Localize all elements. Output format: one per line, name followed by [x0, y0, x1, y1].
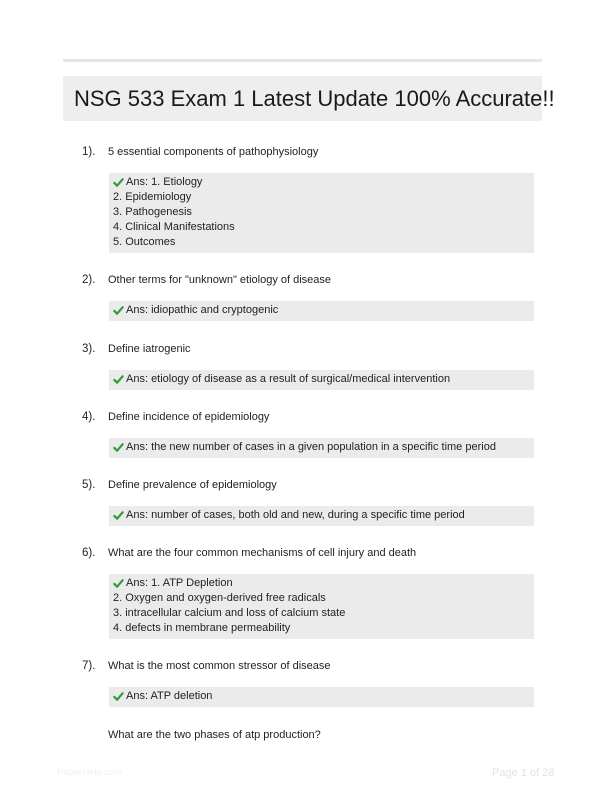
question-item — [82, 144, 536, 253]
title-banner — [63, 76, 555, 121]
top-divider — [63, 59, 542, 62]
page-title: NSG 533 Exam 1 Latest Update 100% Accurate!! — [74, 85, 555, 111]
check-icon — [113, 691, 124, 702]
answer-box — [109, 438, 534, 458]
question-text: What are the four common mechanisms of cell injury and death — [108, 547, 417, 559]
answer-line: Ans: the new number of cases in a given population in a specific time period — [126, 441, 496, 453]
check-icon — [113, 177, 124, 188]
page-number: Page 1 of 28 — [492, 767, 555, 779]
answer-line: 5. Outcomes — [113, 236, 176, 248]
answer-line: 4. defects in membrane permeability — [113, 622, 291, 634]
question-item — [82, 477, 536, 526]
answer-box — [109, 301, 534, 321]
question-number: 2). — [82, 274, 96, 286]
answer-box — [109, 506, 534, 526]
question-item — [82, 658, 536, 707]
answer-line: Ans: etiology of disease as a result of surgical/medical intervention — [126, 373, 451, 385]
question-text: What are the two phases of atp production? — [108, 729, 321, 741]
answer-line: Ans: 1. ATP Depletion — [126, 577, 233, 589]
answer-box — [109, 370, 534, 390]
answer-line: Ans: 1. Etiology — [126, 176, 203, 188]
check-icon — [113, 374, 124, 385]
answer-line: Ans: number of cases, both old and new, during a specific time period — [126, 509, 465, 521]
answer-box — [109, 687, 534, 707]
question-number: 6). — [82, 547, 96, 559]
answer-line: 3. intracellular calcium and loss of calcium state — [113, 607, 346, 619]
answer-box — [109, 173, 534, 253]
question-number: 1). — [82, 146, 96, 158]
question-text: Other terms for "unknown" etiology of disease — [108, 274, 332, 286]
question-item — [82, 545, 536, 639]
footer-watermark: PaperHelp.com — [57, 767, 123, 778]
question-number: 4). — [82, 411, 96, 423]
check-icon — [113, 578, 124, 589]
answer-box — [109, 574, 534, 639]
question-text: Define iatrogenic — [108, 343, 191, 355]
question-item — [82, 409, 536, 458]
check-icon — [113, 442, 124, 453]
question-item — [82, 727, 536, 747]
answer-line: Ans: ATP deletion — [126, 690, 213, 702]
question-number: 3). — [82, 343, 96, 355]
question-text: 5 essential components of pathophysiology — [108, 146, 319, 158]
check-icon — [113, 305, 124, 316]
question-text: Define prevalence of epidemiology — [108, 479, 277, 491]
answer-line: 4. Clinical Manifestations — [113, 221, 235, 233]
answer-line: Ans: idiopathic and cryptogenic — [126, 304, 279, 316]
question-number: 7). — [82, 660, 96, 672]
question-item — [82, 341, 536, 390]
answer-line: 2. Epidemiology — [113, 191, 192, 203]
check-icon — [113, 510, 124, 521]
question-text: Define incidence of epidemiology — [108, 411, 270, 423]
answer-line: 2. Oxygen and oxygen-derived free radicals — [113, 592, 326, 604]
question-number: 5). — [82, 479, 96, 491]
answer-line: 3. Pathogenesis — [113, 206, 192, 218]
question-item — [82, 272, 536, 321]
question-text: What is the most common stressor of disease — [108, 660, 331, 672]
